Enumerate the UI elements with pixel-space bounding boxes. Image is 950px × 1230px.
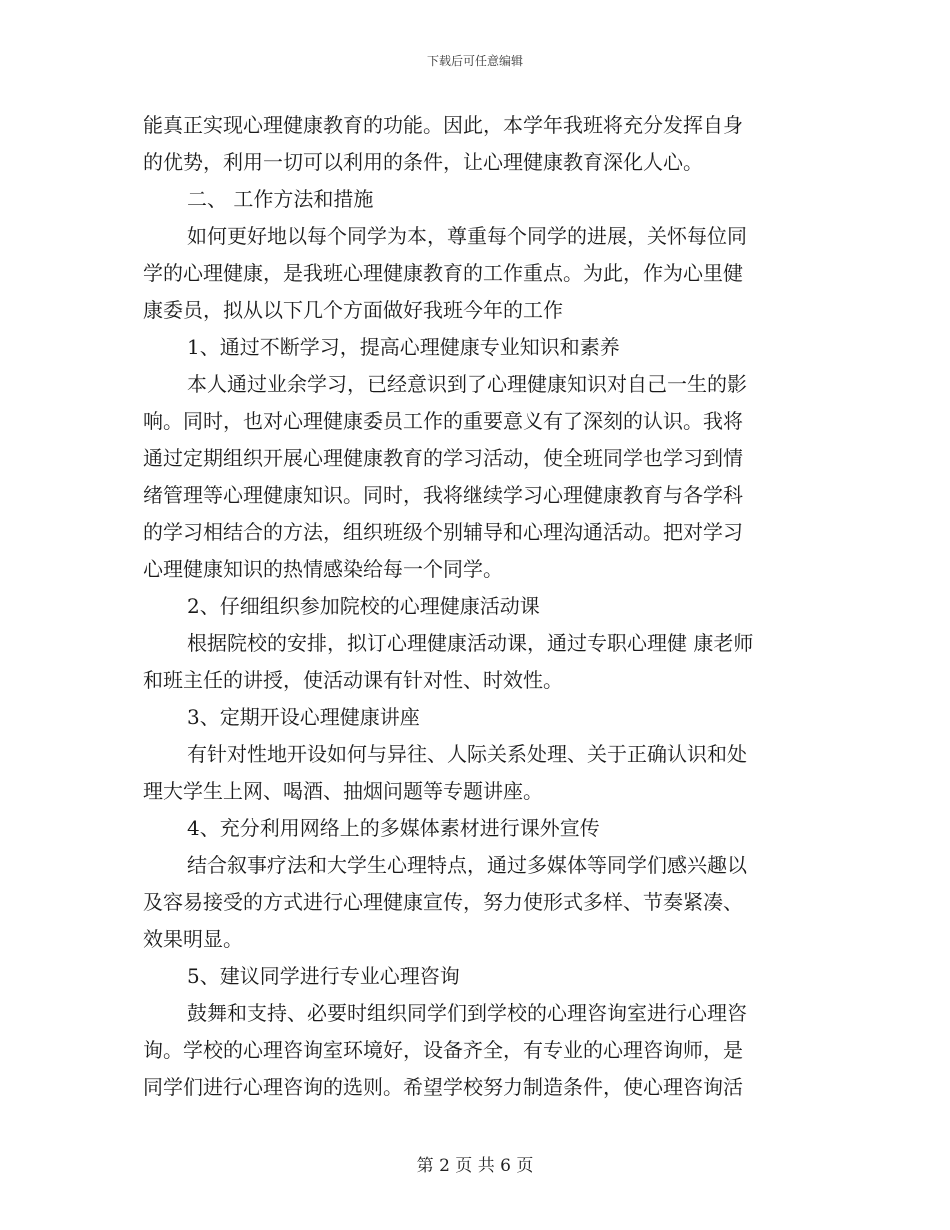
paragraph-line: 同学们进行心理咨询的选则。希望学校努力制造条件，使心理咨询活 bbox=[143, 1075, 743, 1099]
subsection-heading: 3、定期开设心理健康讲座 bbox=[187, 705, 420, 729]
paragraph-line: 绪管理等心理健康知识。同时，我将继续学习心理健康教育与各学科 bbox=[143, 483, 743, 507]
subsection-heading: 2、仔细组织参加院校的心理健康活动课 bbox=[187, 594, 540, 618]
paragraph-line: 效果明显。 bbox=[143, 927, 243, 951]
paragraph-line: 有针对性地开设如何与异往、人际关系处理、关于正确认识和处 bbox=[187, 742, 747, 766]
paragraph-line: 康委员，拟从以下几个方面做好我班今年的工作 bbox=[143, 298, 563, 322]
paragraph-line: 的优势，利用一切可以利用的条件，让心理健康教育深化人心。 bbox=[143, 150, 703, 174]
paragraph-line: 本人通过业余学习，已经意识到了心理健康知识对自己一生的影 bbox=[187, 372, 747, 396]
paragraph-line: 询。学校的心理咨询室环境好，设备齐全，有专业的心理咨询师，是 bbox=[143, 1038, 743, 1062]
page-footer: 第 2 页 共 6 页 bbox=[416, 1156, 534, 1176]
subsection-heading: 1、通过不断学习，提高心理健康专业知识和素养 bbox=[187, 335, 620, 359]
paragraph-line: 心理健康知识的热情感染给每一个同学。 bbox=[143, 557, 503, 581]
paragraph-line: 响。同时，也对心理健康委员工作的重要意义有了深刻的认识。我将 bbox=[143, 409, 743, 433]
section-heading: 二、 工作方法和措施 bbox=[187, 187, 374, 211]
page-header: 下载后可任意编辑 bbox=[426, 54, 523, 68]
paragraph-line: 鼓舞和支持、必要时组织同学们到学校的心理咨询室进行心理咨 bbox=[187, 1001, 747, 1025]
document-body bbox=[143, 107, 815, 1106]
paragraph-line: 理大学生上网、喝酒、抽烟问题等专题讲座。 bbox=[143, 779, 543, 803]
paragraph-line: 如何更好地以每个同学为本，尊重每个同学的进展，关怀每位同 bbox=[187, 224, 747, 248]
paragraph-line: 能真正实现心理健康教育的功能。因此，本学年我班将充分发挥自身 bbox=[143, 113, 743, 137]
paragraph-line: 及容易接受的方式进行心理健康宣传，努力使形式多样、节奏紧凑、 bbox=[143, 890, 743, 914]
paragraph-line: 根据院校的安排，拟订心理健康活动课，通过专职心理健 康老师 bbox=[187, 631, 754, 655]
subsection-heading: 5、建议同学进行专业心理咨询 bbox=[187, 964, 460, 988]
paragraph-line: 学的心理健康，是我班心理健康教育的工作重点。为此，作为心里健 bbox=[143, 261, 743, 285]
paragraph-line: 和班主任的讲授，使活动课有针对性、时效性。 bbox=[143, 668, 563, 692]
paragraph-line: 通过定期组织开展心理健康教育的学习活动，使全班同学也学习到情 bbox=[143, 446, 743, 470]
paragraph-line: 的学习相结合的方法，组织班级个别辅导和心理沟通活动。把对学习 bbox=[143, 520, 743, 544]
paragraph-line: 结合叙事疗法和大学生心理特点，通过多媒体等同学们感兴趣以 bbox=[187, 853, 747, 877]
subsection-heading: 4、充分利用网络上的多媒体素材进行课外宣传 bbox=[187, 816, 600, 840]
